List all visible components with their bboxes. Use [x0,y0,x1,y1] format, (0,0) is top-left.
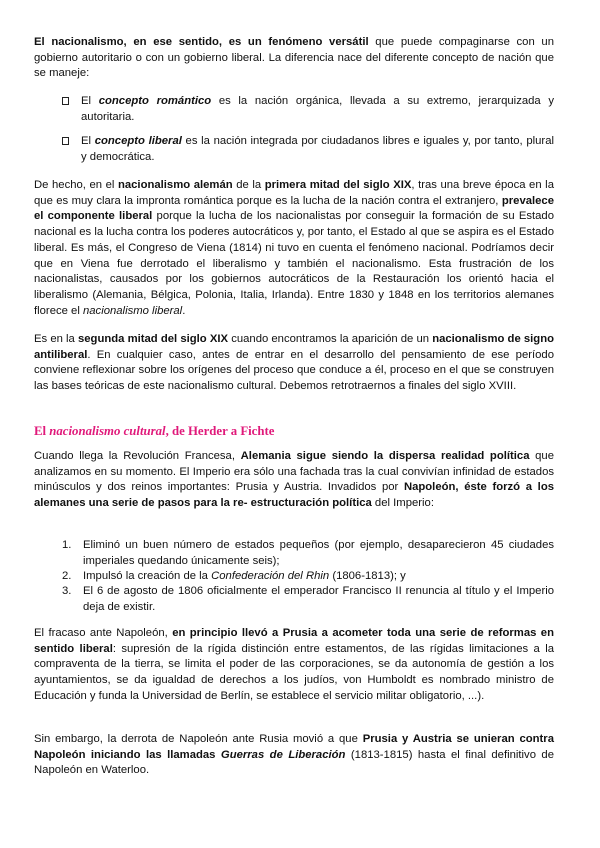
section-heading: El nacionalismo cultural, de Herder a Fichte [34,424,275,438]
paragraph-prussia-reforms: El fracaso ante Napoleón, en principio llevó a Prusia a acometer toda una serie de reformas en sentido liberal: supresión de la rígida distinción entre estamentos, de las rígidas limitaciones a la compraventa de la tierra, se limita el poder de las corporaciones, se da autonomía de gestión a los ayuntamientos, se da igualdad de derechos a los judíos, von Humboldt es nombrado ministro de Educación y funda la Universidad de Berlín, se establece el servicio militar obligatorio, ...). [34,627,554,702]
list-item: 2. Impulsó la creación de la Confederación del Rhin (1806-1813); y [62,570,406,582]
square-bullet-icon [62,137,69,145]
bullet-item-liberal: El concepto liberal es la nación integrada por ciudadanos libres e iguales y, por tanto, plural y democrática. [62,134,554,165]
bullet-item-romantic: El concepto romántico es la nación orgánica, llevada a su extremo, jerarquizada y autoritaria. [62,94,554,125]
paragraph-liberation-wars: Sin embargo, la derrota de Napoleón ante Rusia movió a que Prusia y Austria se unieran contra Napoleón iniciando las llamadas Guerras de Liberación (1813-1815) hasta el final definitivo de Napoleón en Waterloo. [34,733,554,777]
list-item: 3. El 6 de agosto de 1806 oficialmente el emperador Francisco II renuncia al título y el Imperio deja de existir. [62,585,554,613]
list-item: 1. Eliminó un buen número de estados pequeños (por ejemplo, desaparecieron 45 ciudades imperiales quedando únicamente seis); [62,539,554,567]
paragraph-french-revolution: Cuando llega la Revolución Francesa, Alemania sigue siendo la dispersa realidad política que analizamos en su momento. El Imperio era sólo una fachada tras la cual convivían infinidad de estados minúsculos y dos reinos importantes: Prusia y Austria. Invadidos por Napoleón, éste forzó a los alemanes una serie de pasos para la re- estructuración política del Imperio: [34,450,555,510]
paragraph-second-half: Es en la segunda mitad del siglo XIX cuando encontramos la aparición de un nacionalismo de signo antiliberal. En cualquier caso, antes de entrar en el desarrollo del pensamiento de ese período conviene reflexionar sobre los orígenes del proceso que conduce a él, proceso en el que se construyen las bases teóricas de este nacionalismo cultural. Debemos retrotraernos a finales del siglo XVIII. [34,333,554,393]
square-bullet-icon [62,97,69,105]
paragraph-german-nationalism: De hecho, en el nacionalismo alemán de la primera mitad del siglo XIX, tras una breve época en la que es muy clara la impronta romántica porque es la lucha de la nación contra el extranjero, prevalece el componente liberal porque la lucha de los nacionalistas por conseguir la formación de su Estado nacional es la lucha contra los poderes autocráticos y, por tanto, el Estado al que se aspira es el Estado liberal. Es más, el Congreso de Viena (1814) ni tuvo en cuenta el fenómeno nacional. Podríamos decir que en Viena fue derrotado el liberalismo y también el nacionalismo. Esta frustración de los nacionalistas, causados por los gobiernos autocráticos de la Restauración los orientó hacia el liberalismo (Alemania, Bélgica, Polonia, Italia, Irlanda). Entre 1830 y 1848 en los territorios alemanes florece el nacionalismo liberal. [34,179,554,317]
paragraph-intro: El nacionalismo, en ese sentido, es un fenómeno versátil que puede compaginarse con un gobierno autoritario o con un gobierno liberal. La diferencia nace del diferente concepto de nación que se maneje: [34,36,554,80]
